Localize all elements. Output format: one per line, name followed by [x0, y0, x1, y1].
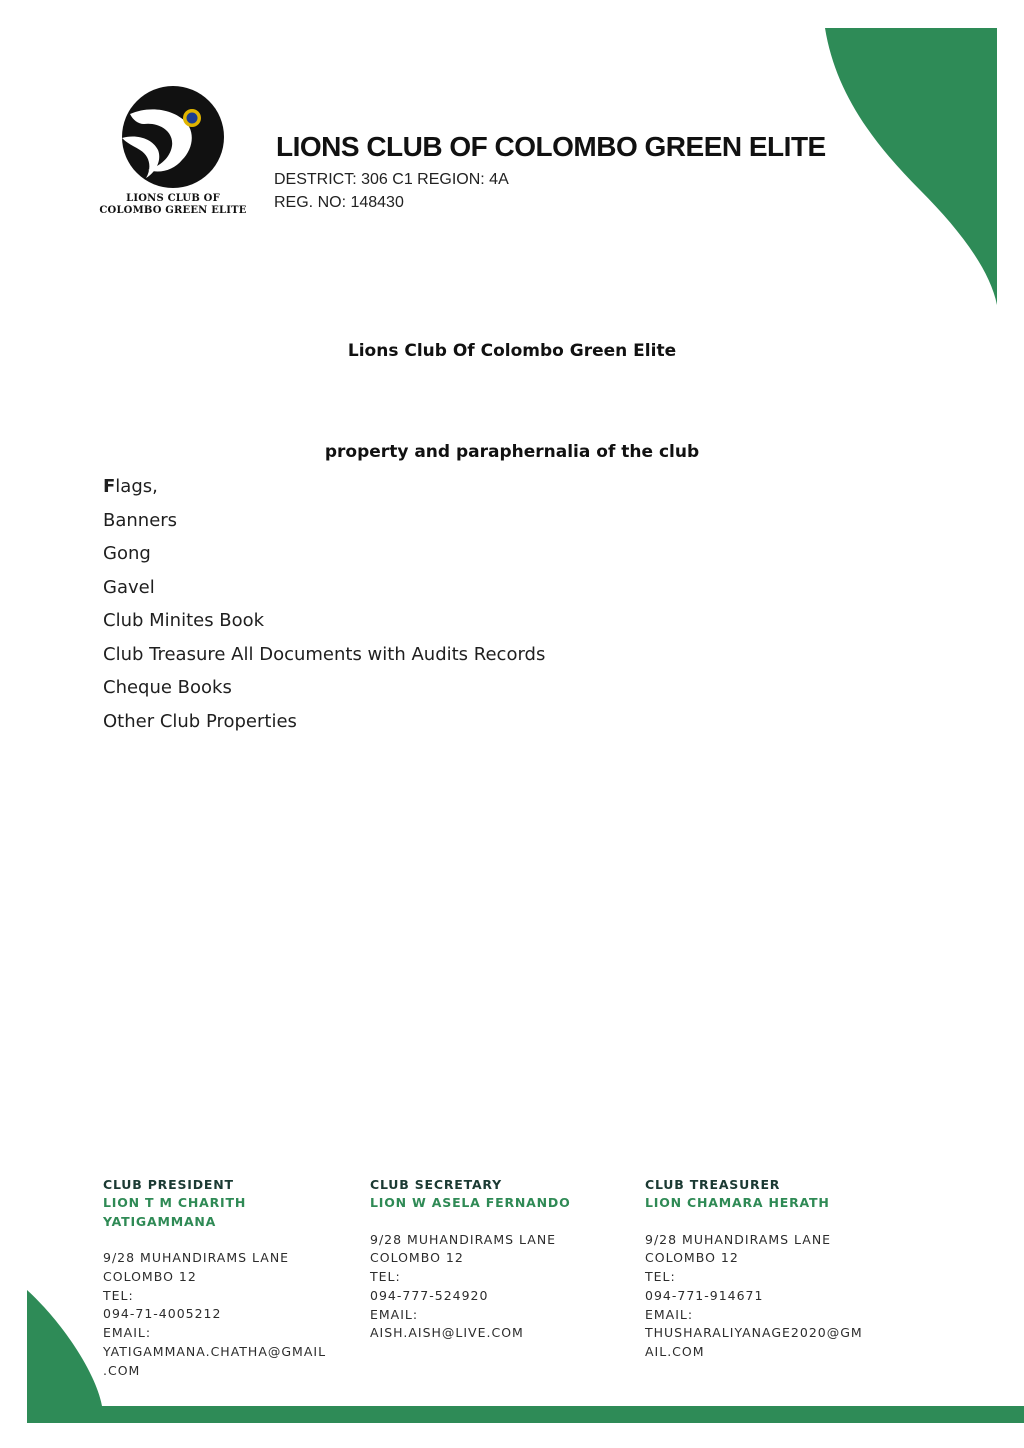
bottom-left-green-shape	[27, 1290, 102, 1422]
item-text: Gong	[103, 543, 151, 564]
contact-line: COLOMBO 12	[370, 1250, 464, 1266]
contact-line: 094-777-524920	[370, 1287, 489, 1303]
top-right-green-shape	[825, 28, 997, 305]
officer-treasurer	[645, 1176, 890, 1362]
list-item	[103, 576, 545, 610]
officer-role: CLUB PRESIDENT	[103, 1177, 234, 1192]
item-text: Cheque Books	[103, 677, 232, 698]
officer-contact	[370, 1231, 630, 1344]
contact-line: YATIGAMMANA.CHATHA@GMAIL	[103, 1343, 327, 1359]
contact-line: TEL:	[103, 1287, 134, 1303]
list-item	[103, 475, 545, 509]
contact-line: TEL:	[370, 1269, 401, 1285]
contact-line: 094-771-914671	[645, 1287, 764, 1303]
item-text: lags,	[115, 476, 158, 497]
officer-name-line: LION CHAMARA HERATH	[645, 1195, 830, 1210]
list-item	[103, 609, 545, 643]
club-name-heading: LIONS CLUB OF COLOMBO GREEN ELITE	[276, 131, 826, 162]
item-text: Gavel	[103, 576, 155, 598]
list-item	[103, 643, 545, 677]
contact-line: EMAIL:	[103, 1325, 152, 1341]
officer-contact	[645, 1231, 890, 1363]
contact-line: AIL.COM	[645, 1344, 705, 1360]
logo-text-line2: COLOMBO GREEN ELITE	[99, 205, 247, 216]
contact-line: 9/28 MUHANDIRAMS LANE	[370, 1231, 557, 1247]
officer-role: CLUB SECRETARY	[370, 1177, 503, 1192]
item-first-letter: F	[103, 476, 116, 497]
contact-line: EMAIL:	[370, 1306, 419, 1322]
section-title: property and paraphernalia of the club	[324, 442, 700, 462]
contact-line: 9/28 MUHANDIRAMS LANE	[645, 1231, 832, 1247]
officer-president	[103, 1176, 353, 1381]
contact-line: .COM	[103, 1362, 141, 1378]
bottom-green-bar	[27, 1406, 1024, 1423]
district-line: DESTRICT: 306 C1 REGION: 4A	[274, 171, 509, 188]
list-item	[103, 542, 545, 576]
contact-line: EMAIL:	[645, 1306, 694, 1322]
contact-line: THUSHARALIYANAGE2020@GM	[645, 1325, 863, 1341]
officer-name-line: LION T M CHARITH	[103, 1195, 247, 1210]
contact-line: 9/28 MUHANDIRAMS LANE	[103, 1250, 290, 1265]
property-list	[103, 475, 545, 743]
item-text: Club Minites Book	[103, 610, 265, 631]
officer-contact	[103, 1249, 353, 1381]
list-item	[103, 710, 545, 744]
contact-line: COLOMBO 12	[645, 1250, 739, 1266]
list-item	[103, 509, 545, 543]
document-title: Lions Club Of Colombo Green Elite	[347, 341, 677, 361]
registration-line: REG. NO: 148430	[274, 194, 404, 211]
item-text: Club Treasure All Documents with Audits Records	[103, 643, 546, 665]
officer-secretary	[370, 1176, 630, 1343]
logo-text-line1: LIONS CLUB OF	[126, 193, 220, 204]
officer-name-line: YATIGAMMANA	[103, 1213, 217, 1229]
contact-line: 094-71-4005212	[103, 1306, 222, 1322]
contact-line: TEL:	[645, 1269, 676, 1285]
officer-name-line: LION W ASELA FERNANDO	[370, 1195, 571, 1210]
contact-line: AISH.AISH@LIVE.COM	[370, 1325, 524, 1341]
item-text: Other Club Properties	[103, 710, 297, 732]
item-text: Banners	[103, 509, 178, 531]
list-item	[103, 676, 545, 710]
officer-role: CLUB TREASURER	[645, 1177, 781, 1192]
contact-line: COLOMBO 12	[103, 1268, 197, 1284]
